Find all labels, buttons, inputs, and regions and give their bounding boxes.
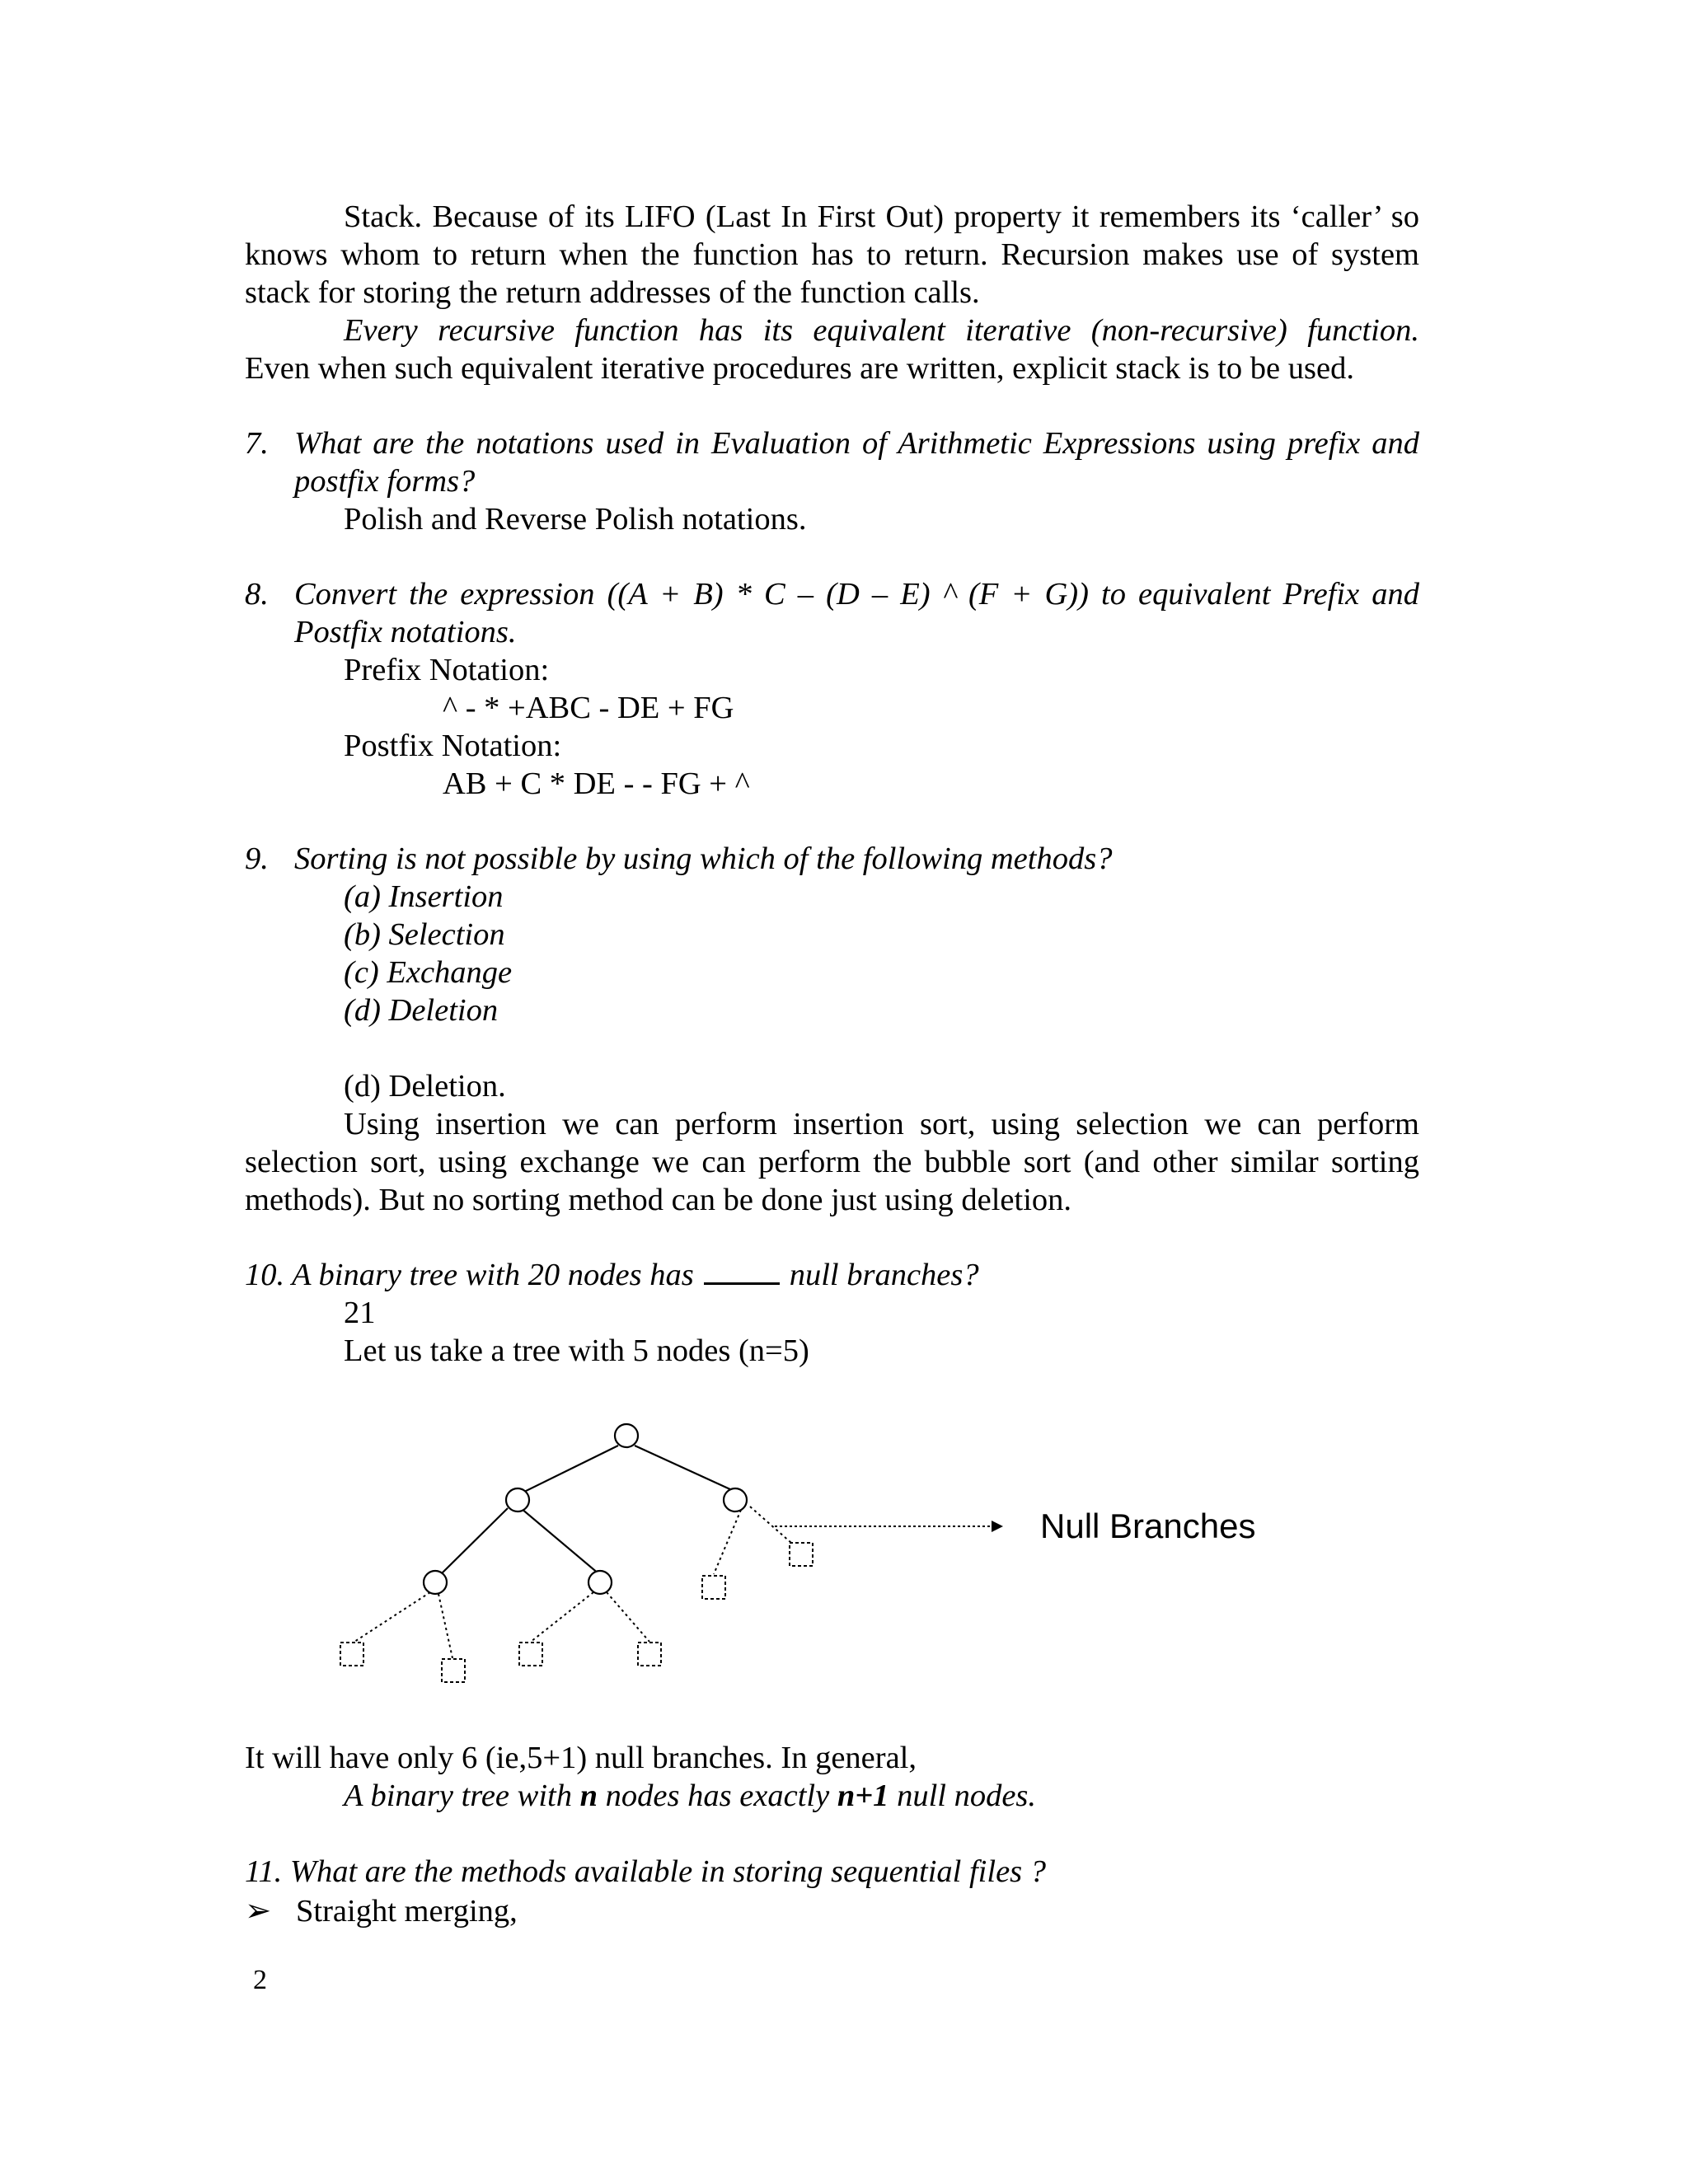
- q10-rule-part-2: nodes has exactly: [598, 1779, 837, 1813]
- intro-line-5: [245, 349, 1419, 387]
- q10-answer: 21: [344, 1296, 376, 1330]
- q8-question: [245, 575, 1419, 651]
- tree-node-right: [724, 1488, 747, 1511]
- q9-option-a: (a) Insertion: [344, 879, 504, 914]
- edge-root-right: [635, 1446, 732, 1490]
- intro-line-2-text: knows whom to return when the function has to return. Recursion makes use of system: [245, 237, 1419, 272]
- q10-question-start: 10. A binary tree with 20 nodes has: [245, 1258, 694, 1292]
- null-edge-4: [438, 1594, 452, 1658]
- q7-question: [245, 424, 1419, 500]
- q9-question: [245, 840, 1419, 878]
- null-node-3: [519, 1643, 542, 1666]
- q10-blank: [704, 1258, 780, 1285]
- q10-rule-part-1: A binary tree with: [344, 1779, 580, 1813]
- tree-node-left: [506, 1488, 529, 1511]
- tree-node-root: [615, 1424, 638, 1447]
- q8-question-line-2: Postfix notations.: [294, 615, 517, 649]
- null-edge-1: [714, 1510, 741, 1574]
- q10-question: [245, 1256, 1419, 1294]
- null-edge-6: [607, 1592, 649, 1642]
- tree-node-left-left: [424, 1571, 447, 1594]
- intro-italic-line: [245, 312, 1419, 349]
- null-node-4: [638, 1643, 661, 1666]
- q8-prefix-label: Prefix Notation:: [344, 653, 550, 687]
- binary-tree-diagram: [313, 1401, 1302, 1714]
- null-edge-5: [531, 1592, 593, 1642]
- q9-explanation-line-1-text: Using insertion we can perform insertion sort, using selection we can perform: [344, 1107, 1419, 1141]
- tree-node-left-right: [588, 1571, 612, 1594]
- null-branches-label: Null Branches: [1040, 1507, 1256, 1545]
- q8-question-line-1: Convert the expression ((A + B) * C – (D – E) ^ (F + G)) to equivalent Prefix and: [294, 577, 1419, 612]
- q10-result: It will have only 6 (ie,5+1) null branches. In general,: [245, 1741, 917, 1775]
- arrow-bullet-icon: ➢: [245, 1894, 272, 1929]
- intro-line-5-text: Even when such equivalent iterative procedures are written, explicit stack is to be used.: [245, 351, 1354, 386]
- q8-prefix-value: ^ - * +ABC - DE + FG: [443, 691, 734, 725]
- q9-option-d: (d) Deletion: [344, 993, 499, 1028]
- q9-option-c: (c) Exchange: [344, 955, 513, 990]
- q9-question-text: Sorting is not possible by using which of the following methods?: [294, 841, 1113, 876]
- null-node-2: [442, 1659, 465, 1682]
- intro-line-1-text: Stack. Because of its LIFO (Last In First Out) property it remembers its ‘caller’ so: [344, 199, 1419, 234]
- null-edge-2: [750, 1507, 791, 1543]
- q9-explanation-line-1: [245, 1105, 1419, 1143]
- q10-question-end: null branches?: [789, 1258, 979, 1292]
- intro-line-3-text: stack for storing the return addresses of the function calls.: [245, 275, 980, 310]
- q9-explanation-line-3: methods). But no sorting method can be done just using deletion.: [245, 1183, 1072, 1217]
- edge-left-rightchild: [521, 1508, 599, 1574]
- null-edges: [354, 1507, 1001, 1658]
- q7-number: 7.: [245, 426, 269, 461]
- null-edge-3: [354, 1592, 430, 1642]
- q7-question-line-2: postfix forms?: [294, 464, 476, 499]
- intro-italic-text: Every recursive function has its equivalent iterative (non-recursive) function.: [344, 313, 1419, 348]
- tree-edges: [441, 1446, 732, 1574]
- q11-question: 11. What are the methods available in storing sequential files ?: [245, 1854, 1047, 1889]
- q10-rule-part-3: null nodes.: [889, 1779, 1037, 1813]
- q11-item-1-text: Straight merging,: [296, 1894, 518, 1929]
- q10-rule: [245, 1777, 1419, 1815]
- null-squares: [340, 1543, 813, 1682]
- q7-answer: Polish and Reverse Polish notations.: [344, 502, 807, 537]
- intro-line-2: [245, 236, 1419, 274]
- q8-postfix-label: Postfix Notation:: [344, 729, 562, 763]
- q10-rule-n1: n+1: [837, 1779, 889, 1813]
- tree-nodes: [424, 1424, 747, 1594]
- q9-number: 9.: [245, 841, 269, 876]
- page-number: 2: [253, 1965, 267, 1995]
- q10-example: Let us take a tree with 5 nodes (n=5): [344, 1333, 809, 1368]
- q9-answer: (d) Deletion.: [344, 1069, 506, 1104]
- intro-line-1: [245, 198, 1419, 236]
- q9-explanation-line-2: [245, 1143, 1419, 1181]
- q9-explanation-line-2-text: selection sort, using exchange we can perform the bubble sort (and other similar sorting: [245, 1145, 1419, 1179]
- intro-line-3: [245, 274, 1419, 312]
- edge-left-leftchild: [441, 1508, 508, 1574]
- q8-number: 8.: [245, 577, 269, 612]
- edge-root-left: [518, 1446, 618, 1495]
- q8-postfix-value: AB + C * DE - - FG + ^: [443, 766, 750, 801]
- q11-item-1: [245, 1892, 1419, 1930]
- q7-question-line-1: What are the notations used in Evaluation of Arithmetic Expressions using prefix and: [294, 426, 1419, 461]
- q9-option-b: (b) Selection: [344, 917, 505, 952]
- q10-rule-n: n: [579, 1779, 598, 1813]
- null-node-6: [790, 1543, 813, 1566]
- null-node-5: [702, 1576, 725, 1599]
- null-node-1: [340, 1643, 363, 1666]
